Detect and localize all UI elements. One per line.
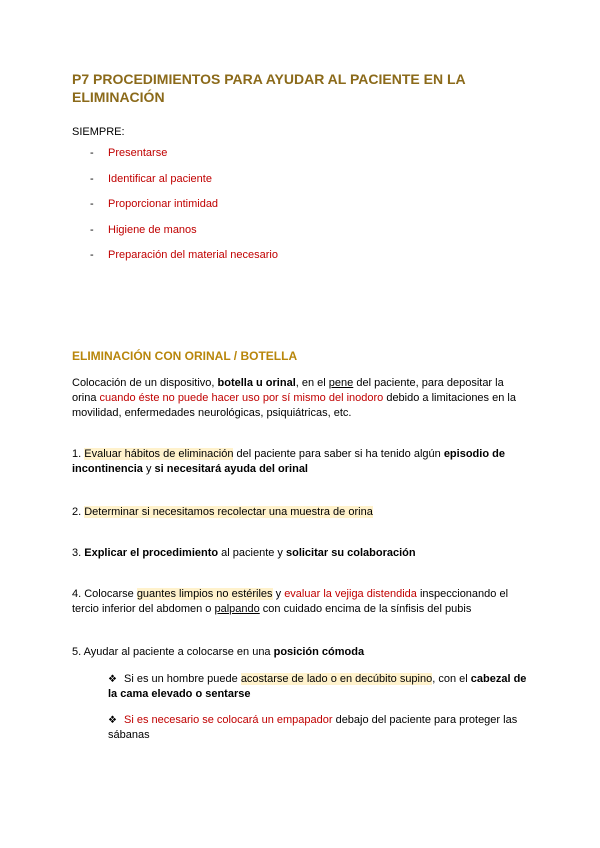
text-run: Determinar si necesitamos recolectar una muestra de orina (84, 506, 373, 518)
text-run: del paciente para saber si ha tenido algún (233, 448, 444, 460)
step-number: 4. Colocarse (72, 588, 137, 600)
step-4 (72, 587, 527, 617)
list-item-label: Preparación del material necesario (108, 249, 278, 261)
sub-item-2 (108, 713, 528, 743)
step-5 (72, 645, 527, 660)
list-item (90, 248, 278, 274)
intro-paragraph (72, 376, 527, 421)
text-run: cuando éste no puede hacer uso por sí mismo del inodoro (99, 392, 384, 404)
text-run: acostarse de lado o en decúbito supino (240, 673, 433, 685)
text-run: debido a limitaciones en la movilidad, enfermedades neurológicas, psiquiátricas, etc. (72, 392, 516, 419)
list-item (90, 197, 278, 223)
diamond-bullet-icon: ❖ (108, 715, 117, 726)
list-item-label: Higiene de manos (108, 223, 197, 236)
text-run: , en el (295, 377, 329, 389)
text-run: cabezal de la cama elevado o sentarse (108, 673, 527, 700)
text-run: y (272, 588, 285, 600)
step-2 (72, 505, 527, 520)
list-item (90, 146, 278, 172)
text-run: Explicar el procedimiento (84, 547, 219, 559)
text-run: Si es un hombre puede (124, 673, 241, 685)
bullet-dash: - (90, 198, 94, 210)
text-run: guantes limpios no estériles (136, 588, 273, 600)
text-run: con cuidado encima de la sínfisis del pubis (259, 603, 472, 615)
text-run: , con el (432, 673, 471, 685)
text-run: botella u orinal (217, 377, 296, 389)
list-item (90, 223, 278, 249)
step-number: 2. (72, 506, 85, 518)
page-title: P7 PROCEDIMIENTOS PARA AYUDAR AL PACIENTE EN LA ELIMINACIÓN (72, 71, 466, 105)
step-number: 5. Ayudar al paciente a colocarse en una (72, 646, 274, 658)
text-run: debajo del paciente para proteger las sábanas (108, 714, 518, 741)
step-number: 1. (72, 448, 85, 460)
text-run: posición cómoda (273, 646, 365, 658)
text-run: inspeccionando el tercio inferior del abdomen o (72, 588, 509, 615)
bullet-dash: - (90, 147, 94, 159)
step-1 (72, 447, 527, 477)
section-title: ELIMINACIÓN CON ORINAL / BOTELLA (72, 349, 298, 363)
text-run: episodio de incontinencia (72, 448, 505, 475)
list-item-label: Proporcionar intimidad (108, 198, 219, 210)
list-item-label: Presentarse (108, 147, 168, 159)
text-run: evaluar la vejiga distendida (284, 588, 417, 600)
diamond-bullet-icon: ❖ (108, 674, 117, 685)
list-item (90, 172, 278, 198)
text-run: al paciente y (218, 547, 286, 559)
sub-item-1 (108, 672, 528, 702)
text-run: palpando (214, 603, 260, 615)
always-list (90, 146, 278, 274)
text-run: Si es necesario se colocará un empapador (124, 714, 333, 726)
text-run: Colocación de un dispositivo, (72, 377, 218, 389)
step-number: 3. (72, 547, 85, 559)
text-run: pene (328, 377, 354, 389)
step-3 (72, 546, 527, 561)
list-item-label: Identificar al paciente (108, 172, 212, 185)
bullet-dash: - (90, 172, 94, 185)
always-label: SIEMPRE: (72, 126, 125, 138)
text-run: solicitar su colaboración (285, 547, 416, 559)
text-run: y (142, 463, 155, 475)
text-run: del paciente, para depositar la orina (72, 377, 504, 404)
bullet-dash: - (90, 223, 94, 236)
text-run: Evaluar hábitos de eliminación (84, 448, 234, 460)
bullet-dash: - (90, 249, 94, 261)
text-run: si necesitará ayuda del orinal (154, 463, 308, 475)
